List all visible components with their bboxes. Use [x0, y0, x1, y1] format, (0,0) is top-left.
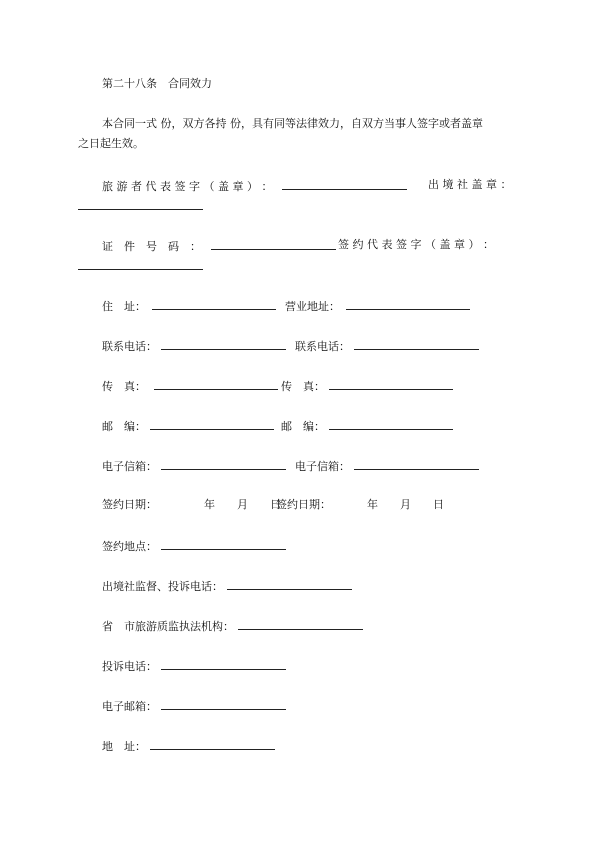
phone-row: [102, 338, 479, 354]
signing-rep-field[interactable]: [78, 258, 203, 270]
tourist-sign-label: 旅 游 者 代 表 签 字 （ 盖 章 ） ：: [102, 180, 273, 193]
place-label: 签约地点：: [102, 540, 157, 553]
phone-left-field[interactable]: [161, 338, 286, 350]
agency-complaint-row: [102, 578, 352, 594]
address-field[interactable]: [152, 298, 276, 310]
address-row: [102, 298, 470, 314]
id-number-row: [102, 238, 336, 254]
province-authority-field[interactable]: [238, 618, 363, 630]
postcode-left-field[interactable]: [150, 418, 274, 430]
tourist-sign-field[interactable]: [282, 178, 407, 190]
agency-complaint-field[interactable]: [227, 578, 352, 590]
date-right-label: 签约日期：: [276, 498, 331, 511]
fax-row: [102, 378, 453, 394]
supervision-address-field[interactable]: [150, 738, 275, 750]
supervision-address-row: [102, 738, 275, 754]
fax-right-label: 传 真：: [281, 380, 325, 393]
email-left-label: 电子信箱：: [102, 460, 157, 473]
complaint-phone-field[interactable]: [161, 658, 286, 670]
fax-right-field[interactable]: [329, 378, 453, 390]
supervision-email-row: [102, 698, 286, 714]
place-field[interactable]: [161, 538, 286, 550]
date-left-ymd: 年 月 日: [204, 498, 281, 511]
agency-seal-field[interactable]: [78, 198, 203, 210]
postcode-left-label: 邮 编：: [102, 420, 146, 433]
supervision-email-field[interactable]: [161, 698, 286, 710]
email-left-field[interactable]: [161, 458, 286, 470]
email-right-field[interactable]: [354, 458, 479, 470]
place-row: [102, 538, 286, 554]
article-heading: 第二十八条 合同效力: [102, 77, 212, 90]
article-body-line-2: 之日起生效。: [78, 137, 144, 150]
province-authority-row: [102, 618, 363, 634]
supervision-email-label: 电子邮箱：: [102, 700, 157, 713]
supervision-address-label: 地 址：: [102, 740, 146, 753]
province-authority-label: 省 市旅游质监执法机构：: [102, 620, 234, 633]
email-row: [102, 458, 479, 474]
agency-seal-row: [428, 178, 511, 192]
business-address-label: 营业地址：: [285, 300, 340, 313]
signing-rep-field-row: [78, 258, 203, 274]
date-left-label: 签约日期：: [102, 498, 157, 511]
signing-rep-row: [338, 238, 494, 252]
business-address-field[interactable]: [346, 298, 470, 310]
email-right-label: 电子信箱：: [295, 460, 350, 473]
tourist-sign-row: [102, 178, 407, 194]
id-number-label: 证 件 号 码 ：: [102, 240, 201, 253]
agency-seal-label: 出 境 社 盖 章 ：: [428, 178, 512, 191]
phone-right-field[interactable]: [354, 338, 479, 350]
date-left-row: [102, 498, 157, 512]
agency-seal-field-row: [78, 198, 203, 214]
phone-right-label: 联系电话：: [295, 340, 350, 353]
address-label: 住 址：: [102, 300, 146, 313]
postcode-right-label: 邮 编：: [281, 420, 325, 433]
fax-left-label: 传 真：: [102, 380, 146, 393]
signing-rep-label: 签 约 代 表 签 字 （ 盖 章 ） ：: [338, 238, 494, 251]
fax-left-field[interactable]: [154, 378, 278, 390]
complaint-phone-label: 投诉电话：: [102, 660, 157, 673]
postcode-right-field[interactable]: [329, 418, 453, 430]
phone-left-label: 联系电话：: [102, 340, 157, 353]
article-body-line-1: 本合同一式 份，双方各持 份，具有同等法律效力，自双方当事人签字或者盖章: [102, 117, 483, 130]
date-right-ymd: 年 月 日: [367, 498, 444, 511]
postcode-row: [102, 418, 453, 434]
id-number-field[interactable]: [211, 238, 336, 250]
agency-complaint-label: 出境社监督、投诉电话：: [102, 580, 223, 593]
complaint-phone-row: [102, 658, 286, 674]
